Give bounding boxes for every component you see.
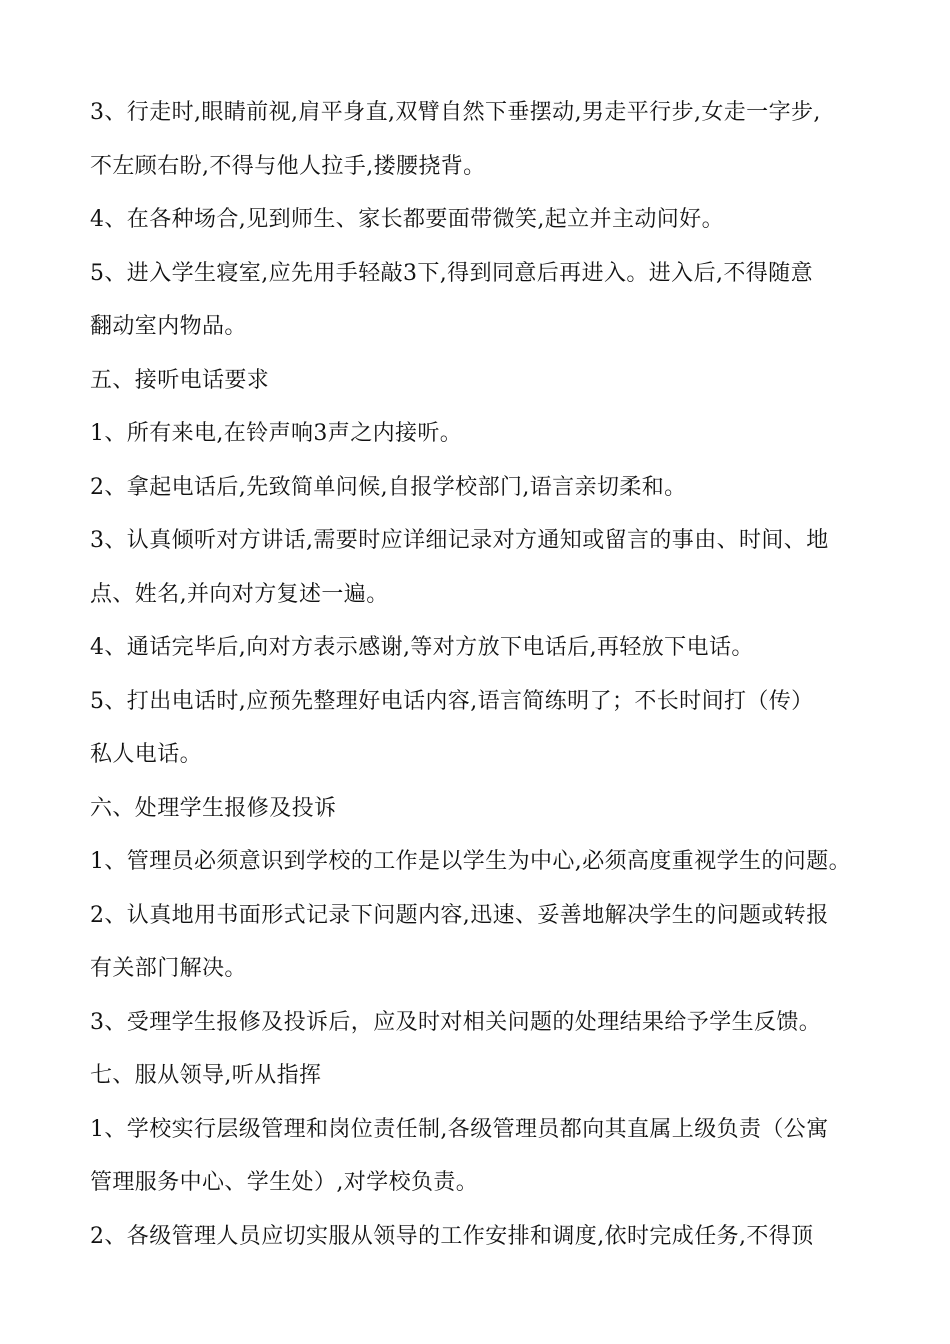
text-line: 2、认真地用书面形式记录下问题内容,迅速、妥善地解决学生的问题或转报 [90,902,829,928]
section-heading: 七、服从领导,听从指挥 [90,1063,322,1088]
section-heading: 六、处理学生报修及投诉 [90,795,337,821]
text-line: 私人电话。 [90,742,203,767]
document-body [90,86,890,1263]
section-heading: 五、接听电话要求 [90,367,270,393]
text-line: 3、认真倾听对方讲话,需要时应详细记录对方通知或留言的事由、时间、地 [90,528,829,553]
text-line: 3、行走时,眼睛前视,肩平身直,双臂自然下垂摆动,男走平行步,女走一字步, [90,100,821,125]
text-line: 2、拿起电话后,先致简单问候,自报学校部门,语言亲切柔和。 [90,474,687,500]
text-line: 1、所有来电,在铃声响3声之内接听。 [90,421,463,446]
text-line: 5、进入学生寝室,应先用手轻敲3下,得到同意后再进入。进入后,不得随意 [90,260,813,286]
text-line: 4、在各种场合,见到师生、家长都要面带微笑,起立并主动问好。 [90,207,724,232]
text-line: 5、打出电话时,应预先整理好电话内容,语言简练明了；不长时间打（传） [90,688,814,714]
text-line: 3、受理学生报修及投诉后，应及时对相关问题的处理结果给予学生反馈。 [90,1009,822,1035]
text-line: 管理服务中心、学生处）,对学校负责。 [90,1170,479,1195]
text-line: 1、管理员必须意识到学校的工作是以学生为中心,必须高度重视学生的问题。 [90,849,851,874]
text-line: 翻动室内物品。 [90,314,247,339]
text-line: 1、学校实行层级管理和岗位责任制,各级管理员都向其直属上级负责（公寓 [90,1116,829,1142]
text-line: 4、通话完毕后,向对方表示感谢,等对方放下电话后,再轻放下电话。 [90,635,754,660]
text-line: 不左顾右盼,不得与他人拉手,搂腰挠背。 [90,153,486,179]
text-line: 2、各级管理人员应切实服从领导的工作安排和调度,依时完成任务,不得顶 [90,1223,814,1249]
text-line: 有关部门解决。 [90,956,247,981]
text-line: 点、姓名,并向对方复述一遍。 [90,581,389,607]
